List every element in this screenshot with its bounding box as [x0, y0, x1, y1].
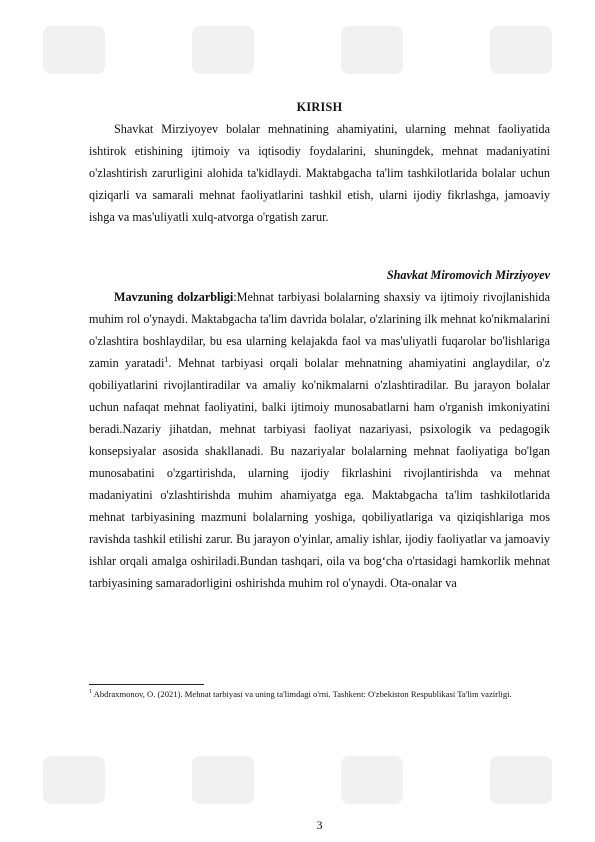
footnote-reference[interactable]: 1: [164, 354, 169, 364]
page-number: 3: [316, 818, 323, 832]
watermark-logo-icon: [486, 22, 556, 78]
watermark-logo-icon: [337, 22, 407, 78]
footnote: [89, 687, 550, 702]
watermark-logo-icon: [188, 752, 258, 808]
section-title: KIRISH: [296, 100, 343, 114]
relevance-paragraph: [89, 286, 550, 594]
footnote-divider: [89, 684, 204, 685]
watermark-top: [0, 10, 595, 90]
relevance-text-part-a: :Mehnat tarbiyasi bolalarning shaxsiy va ijtimoiy rivojlanishida muhim rol o'ynaydi. Maktabgacha ta'lim davrida bolalar, o'zlarining ilk mehnat ko'nikmalarini o'zlashtira boshlaydilar, bu esa ularning kelajakda faol va mas'uliyatli fuqarolar bo'lishlariga zamin yaratadi: [89, 290, 550, 370]
quote-attribution: Shavkat Miromovich Mirziyoyev: [386, 268, 550, 282]
watermark-logo-icon: [486, 752, 556, 808]
footnote-text: Abdraxmonov, O. (2021). Mehnat tarbiyasi va uning ta'limdagi o'rni. Tashkent: O'zbekiston Respublikasi Ta'lim vazirligi.: [92, 689, 512, 699]
watermark-logo-icon: [337, 752, 407, 808]
footnote-number: 1: [89, 689, 92, 696]
intro-paragraph: Shavkat Mirziyoyev bolalar mehnatining ahamiyatini, ularning mehnat faoliyatida ishtirok etishining ijtimoiy va iqtisodiy foydalarini, shuningdek, mehnat madaniyatini o'zlashtirish zarurligini alohida ta'kidlaydi. Maktabgacha ta'lim tashkilotlarida bolalar uchun qiziqarli va samarali mehnat faoliyatlarini tashkil etish, ularni ijodiy fikrlashga, jamoaviy ishga va mas'uliyatli xulq-atvorga o'rgatish zarur.: [89, 122, 550, 224]
relevance-text-part-b: . Mehnat tarbiyasi orqali bolalar mehnatning ahamiyatini anglaydilar, o'z qobiliyatlarini rivojlantiradilar va amaliy ko'nikmalarni o'zlashtiradilar. Bu jarayon bolalar uchun nafaqat mehnat faoliyatini, balki ijtimoiy munosabatlarni ham o'rganish imkoniyatini beradi.Nazariy jihatdan, mehnat tarbiyasi faoliyat nazariyasi, psixologik va pedagogik konsepsiyalar asosida shakllanadi. Bu nazariyalar bolalarning mehnat faoliyatiga bo'lgan munosabatini o'zgartirishda, ularning ijodiy fikrlashini rivojlantirishda va mehnat madaniyatini o'zlashtirishda muhim ahamiyatga ega. Maktabgacha ta'lim tashkilotlarida mehnat tarbiyasining mazmuni bolalarning yoshiga, qobiliyatlariga va qiziqishlariga mos ravishda tashkil etilishi zarur. Bu jarayon o'yinlar, amaliy ishlar, ijodiy faoliyatlar va jamoaviy ishlar orqali amalga oshiriladi.Bundan tashqari, oila va bog‘cha o'rtasidagi hamkorlik mehnat tarbiyasining samaradorligini oshirishda muhim rol o'ynaydi. Ota-onalar va: [89, 356, 550, 590]
watermark-bottom: [0, 740, 595, 820]
watermark-logo-icon: [188, 22, 258, 78]
watermark-logo-icon: [39, 752, 109, 808]
watermark-logo-icon: [39, 22, 109, 78]
relevance-label: Mavzuning dolzarbligi: [114, 290, 234, 304]
